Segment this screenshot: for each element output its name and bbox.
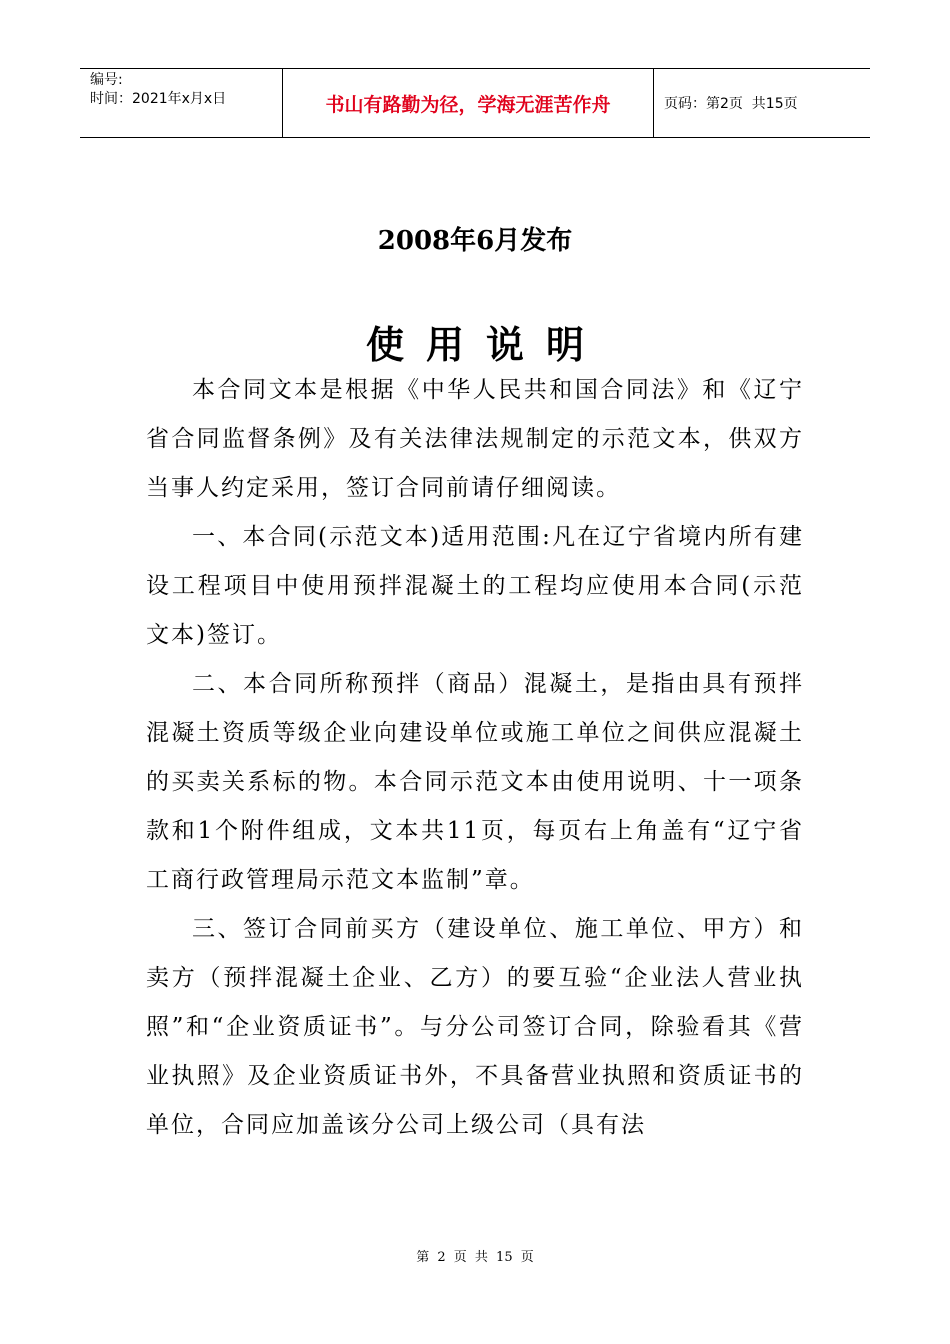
header-page-info <box>654 69 870 137</box>
document-body <box>146 366 804 1150</box>
header-motto: 书山有路勤为径，学海无涯苦作舟 <box>282 69 654 137</box>
document-time-label: 时间：2021年x月x日 <box>90 91 227 107</box>
paragraph-intro: 本合同文本是根据《中华人民共和国合同法》和《辽宁省合同监督条例》及有关法律法规制定的示范文本，供双方当事人约定采用，签订合同前请仔细阅读。 <box>146 377 804 501</box>
header-page-info-text: 页码：第2页 共15页 <box>664 96 798 112</box>
page-footer: 第 2 页 共 15 页 <box>416 1250 534 1265</box>
paragraph-definition: 二、本合同所称预拌（商品）混凝土，是指由具有预拌混凝土资质等级企业向建设单位或施工单位之间供应混凝土的买卖关系标的物。本合同示范文本由使用说明、十一项条款和1个附件组成，文本共11页，每页右上角盖有“辽宁省工商行政管理局示范文本监制”章。 <box>146 671 804 893</box>
paragraph-scope: 一、本合同(示范文本)适用范围:凡在辽宁省境内所有建设工程项目中使用预拌混凝土的工程均应使用本合同(示范文本)签订。 <box>146 524 804 648</box>
paragraph-verification: 三、签订合同前买方（建设单位、施工单位、甲方）和卖方（预拌混凝土企业、乙方）的要互验“企业法人营业执照”和“企业资质证书”。与分公司签订合同，除验看其《营业执照》及企业资质证书外，不具备营业执照和资质证书的单位，合同应加盖该分公司上级公司（具有法 <box>146 916 804 1138</box>
header-meta <box>80 69 282 137</box>
document-title: 使用说明 <box>365 322 606 367</box>
page-header <box>80 68 870 138</box>
release-date: 2008年6月发布 <box>377 226 573 256</box>
document-number-label: 编号: <box>90 72 123 88</box>
